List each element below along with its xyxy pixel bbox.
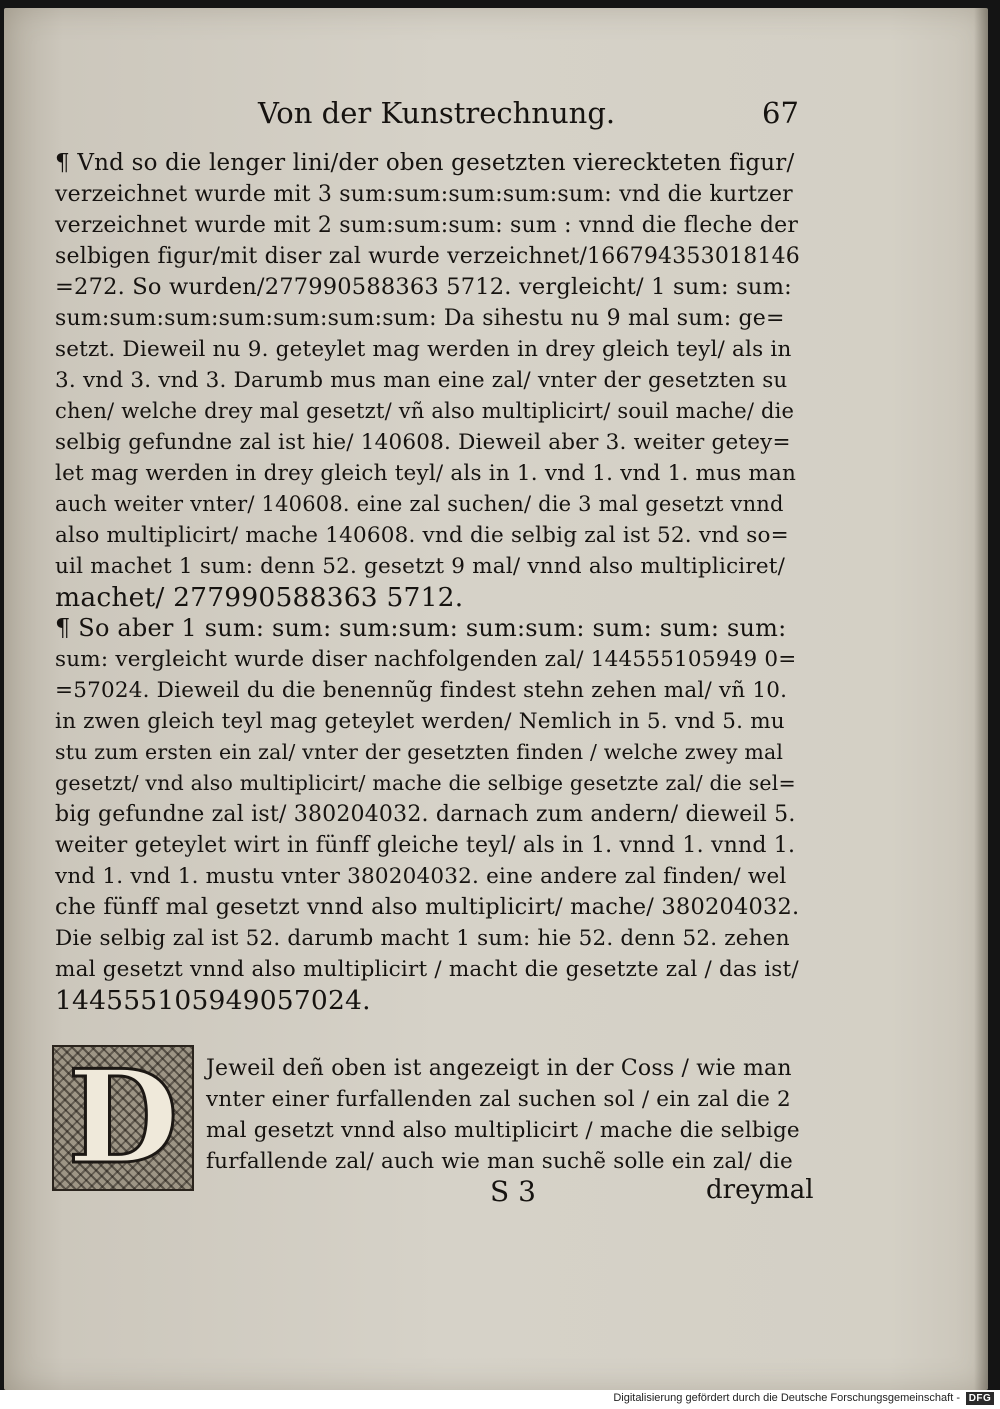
text-line: weiter geteylet wirt in fünff gleiche teyl/ als in 1. vnnd 1. vnnd 1.: [55, 833, 796, 858]
text-line: che fünff mal gesetzt vnnd also multiplicirt/ mache/ 380204032.: [55, 894, 800, 920]
running-title: Von der Kunstrechnung.: [258, 96, 616, 130]
text-line: mal gesetzt vnnd also multiplicirt / mache die selbige: [206, 1118, 800, 1143]
text-line: sum: vergleicht wurde diser nachfolgenden zal/ 144555105949 0=: [55, 647, 797, 672]
text-line: mal gesetzt vnnd also multiplicirt / macht die gesetzte zal / das ist/: [55, 957, 799, 982]
text-line: =57024. Dieweil du die benennũg findest stehn zehen mal/ vñ 10.: [55, 678, 788, 703]
text-line: gesetzt/ vnd also multiplicirt/ mache die selbige gesetzte zal/ die sel=: [55, 771, 796, 795]
text-line: ¶ So aber 1 sum: sum: sum:sum: sum:sum: sum: sum: sum:: [55, 614, 787, 642]
text-line: machet/ 277990588363 5712.: [55, 582, 464, 613]
text-line: stu zum ersten ein zal/ vnter der gesetzten finden / welche zwey mal: [55, 740, 784, 764]
dfg-logo: DFG: [966, 1392, 994, 1405]
decorated-initial: [52, 1045, 194, 1191]
text-line: ¶ Vnd so die lenger lini/der oben gesetzten viereckteten figur/: [55, 150, 795, 176]
text-line: verzeichnet wurde mit 3 sum:sum:sum:sum:sum: vnd die kurtzer: [55, 182, 793, 207]
text-line: vnter einer furfallenden zal suchen sol / ein zal die 2: [206, 1087, 791, 1112]
text-line: 144555105949057024.: [55, 985, 371, 1016]
text-line: selbigen figur/mit diser zal wurde verzeichnet/166794353018146: [55, 244, 801, 269]
text-line: selbig gefundne zal ist hie/ 140608. Dieweil aber 3. weiter getey=: [55, 430, 791, 455]
credit-text: Digitalisierung gefördert durch die Deutsche Forschungsgemeinschaft -: [613, 1392, 960, 1404]
signature-mark: S 3: [490, 1175, 536, 1208]
text-line: let mag werden in drey gleich teyl/ als in 1. vnd 1. vnd 1. mus man: [55, 461, 797, 486]
text-line: uil machet 1 sum: denn 52. gesetzt 9 mal/ vnnd also multipliciret/: [55, 554, 786, 579]
catchword: dreymal: [706, 1175, 814, 1205]
text-line: Die selbig zal ist 52. darumb macht 1 sum: hie 52. denn 52. zehen: [55, 926, 790, 951]
text-line: in zwen gleich teyl mag geteylet werden/ Nemlich in 5. vnd 5. mu: [55, 709, 785, 734]
text-line: =272. So wurden/277990588363 5712. vergleicht/ 1 sum: sum:: [55, 274, 792, 300]
text-line: big gefundne zal ist/ 380204032. darnach zum andern/ dieweil 5.: [55, 802, 796, 827]
page-number: 67: [762, 96, 799, 130]
text-line: chen/ welche drey mal gesetzt/ vñ also multiplicirt/ souil mache/ die: [55, 399, 795, 423]
text-line: sum:sum:sum:sum:sum:sum:sum: Da sihestu nu 9 mal sum: ge=: [55, 306, 785, 331]
text-line: also multiplicirt/ mache 140608. vnd die selbig zal ist 52. vnd so=: [55, 523, 789, 548]
initial-letter: D: [67, 1045, 179, 1191]
text-line: furfallende zal/ auch wie man suchẽ solle ein zal/ die: [206, 1149, 793, 1174]
text-line: 3. vnd 3. vnd 3. Darumb mus man eine zal/ vnter der gesetzten su: [55, 368, 788, 393]
text-line: vnd 1. vnd 1. mustu vnter 380204032. eine andere zal finden/ wel: [55, 864, 787, 889]
text-line: Jeweil deñ oben ist angezeigt in der Coss / wie man: [206, 1056, 792, 1081]
text-line: setzt. Dieweil nu 9. geteylet mag werden in drey gleich teyl/ als in: [55, 337, 792, 362]
text-line: auch weiter vnter/ 140608. eine zal suchen/ die 3 mal gesetzt vnnd: [55, 492, 784, 516]
text-line: verzeichnet wurde mit 2 sum:sum:sum: sum : vnnd die fleche der: [55, 213, 799, 238]
